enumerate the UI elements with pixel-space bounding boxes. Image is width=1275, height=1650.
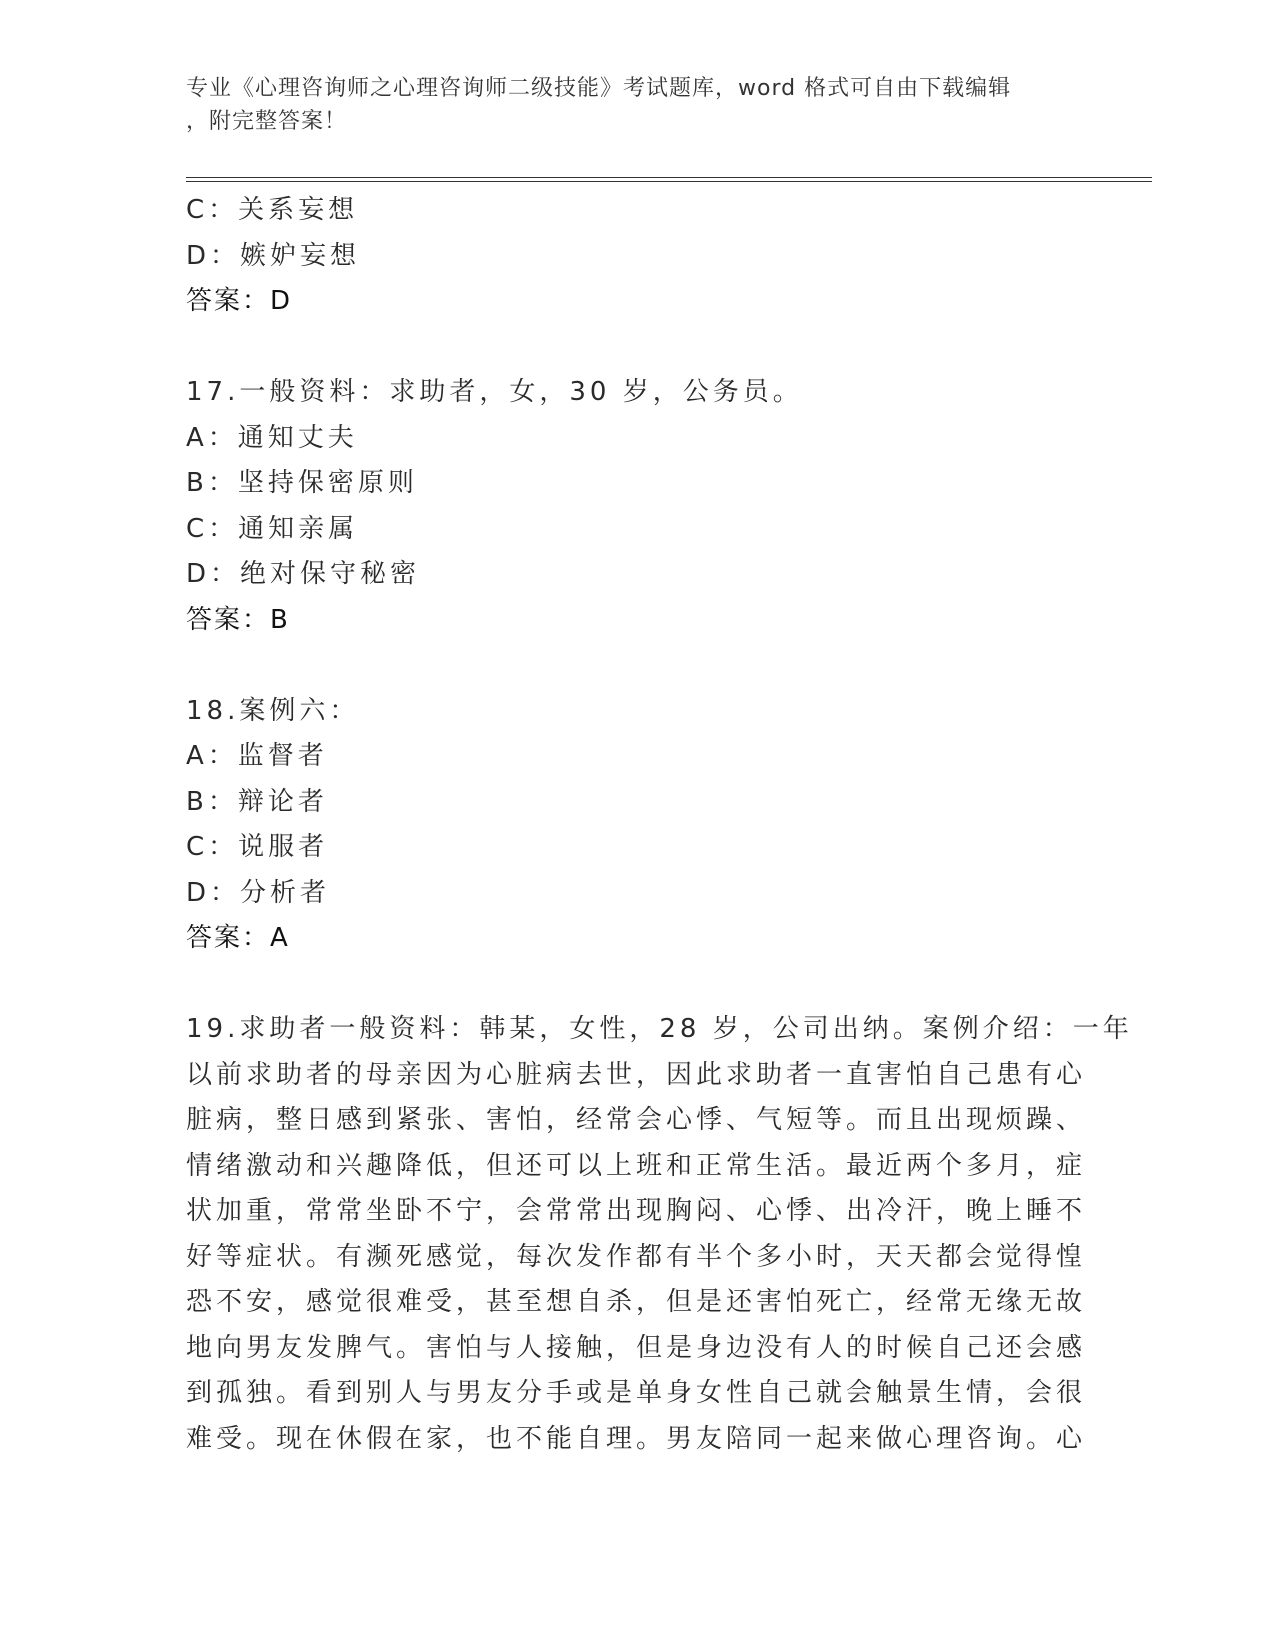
- answer: 答案：B: [186, 604, 290, 635]
- option-c: C：通知亲属: [186, 513, 359, 544]
- question-17: [186, 370, 1086, 643]
- header-line-1: 专业《心理咨询师之心理咨询师二级技能》考试题库，word 格式可自由下载编辑: [186, 76, 1012, 101]
- paragraph-line: 脏病，整日感到紧张、害怕，经常会心悸、气短等。而且出现烦躁、: [186, 1105, 1087, 1135]
- paragraph-line: 情绪激动和兴趣降低，但还可以上班和正常生活。最近两个多月，症: [186, 1150, 1087, 1181]
- question-stem: 18.案例六：: [186, 695, 360, 726]
- option-d: D：分析者: [186, 877, 331, 908]
- option-d: D：绝对保守秘密: [186, 559, 421, 589]
- spacer: [186, 325, 1086, 371]
- document-body: [186, 188, 1133, 1462]
- answer: 答案：A: [186, 923, 290, 953]
- header-divider-top: [186, 177, 1152, 178]
- option-a: A：通知丈夫: [186, 422, 358, 453]
- paragraph-line: 好等症状。有濒死感觉，每次发作都有半个多小时，天天都会觉得惶: [186, 1241, 1087, 1272]
- option-b: B：坚持保密原则: [186, 468, 418, 498]
- question-18: [186, 689, 1086, 962]
- option-a: A：监督者: [186, 741, 328, 771]
- option-b: B：辩论者: [186, 786, 328, 817]
- spacer: [186, 643, 1086, 689]
- paragraph-line: 以前求助者的母亲因为心脏病去世，因此求助者一直害怕自己患有心: [186, 1059, 1087, 1090]
- paragraph-line: 到孤独。看到别人与男友分手或是单身女性自己就会触景生情，会很: [186, 1378, 1087, 1408]
- paragraph-line: 恐不安，感觉很难受，甚至想自杀，但是还害怕死亡，经常无缘无故: [186, 1287, 1087, 1317]
- paragraph-line: 19.求助者一般资料：韩某，女性，28 岁，公司出纳。案例介绍：一年: [186, 1014, 1133, 1044]
- spacer: [186, 962, 1086, 1008]
- header-divider-bottom: [186, 181, 1152, 182]
- paragraph-line: 难受。现在休假在家，也不能自理。男友陪同一起来做心理咨询。心: [186, 1423, 1087, 1454]
- question-19: [186, 1007, 1133, 1462]
- header-line-2: ，附完整答案！: [186, 109, 348, 134]
- option-d: D：嫉妒妄想: [186, 240, 361, 271]
- question-16: [186, 188, 1086, 325]
- document-header: [186, 72, 1066, 138]
- option-c: C：关系妄想: [186, 195, 359, 225]
- answer: 答案：D: [186, 286, 293, 316]
- option-c: C：说服者: [186, 832, 329, 862]
- paragraph-line: 状加重，常常坐卧不宁，会常常出现胸闷、心悸、出冷汗，晚上睡不: [186, 1196, 1087, 1226]
- question-stem: 17.一般资料：求助者，女，30 岁，公务员。: [186, 377, 803, 407]
- paragraph-line: 地向男友发脾气。害怕与人接触，但是身边没有人的时候自己还会感: [186, 1332, 1087, 1363]
